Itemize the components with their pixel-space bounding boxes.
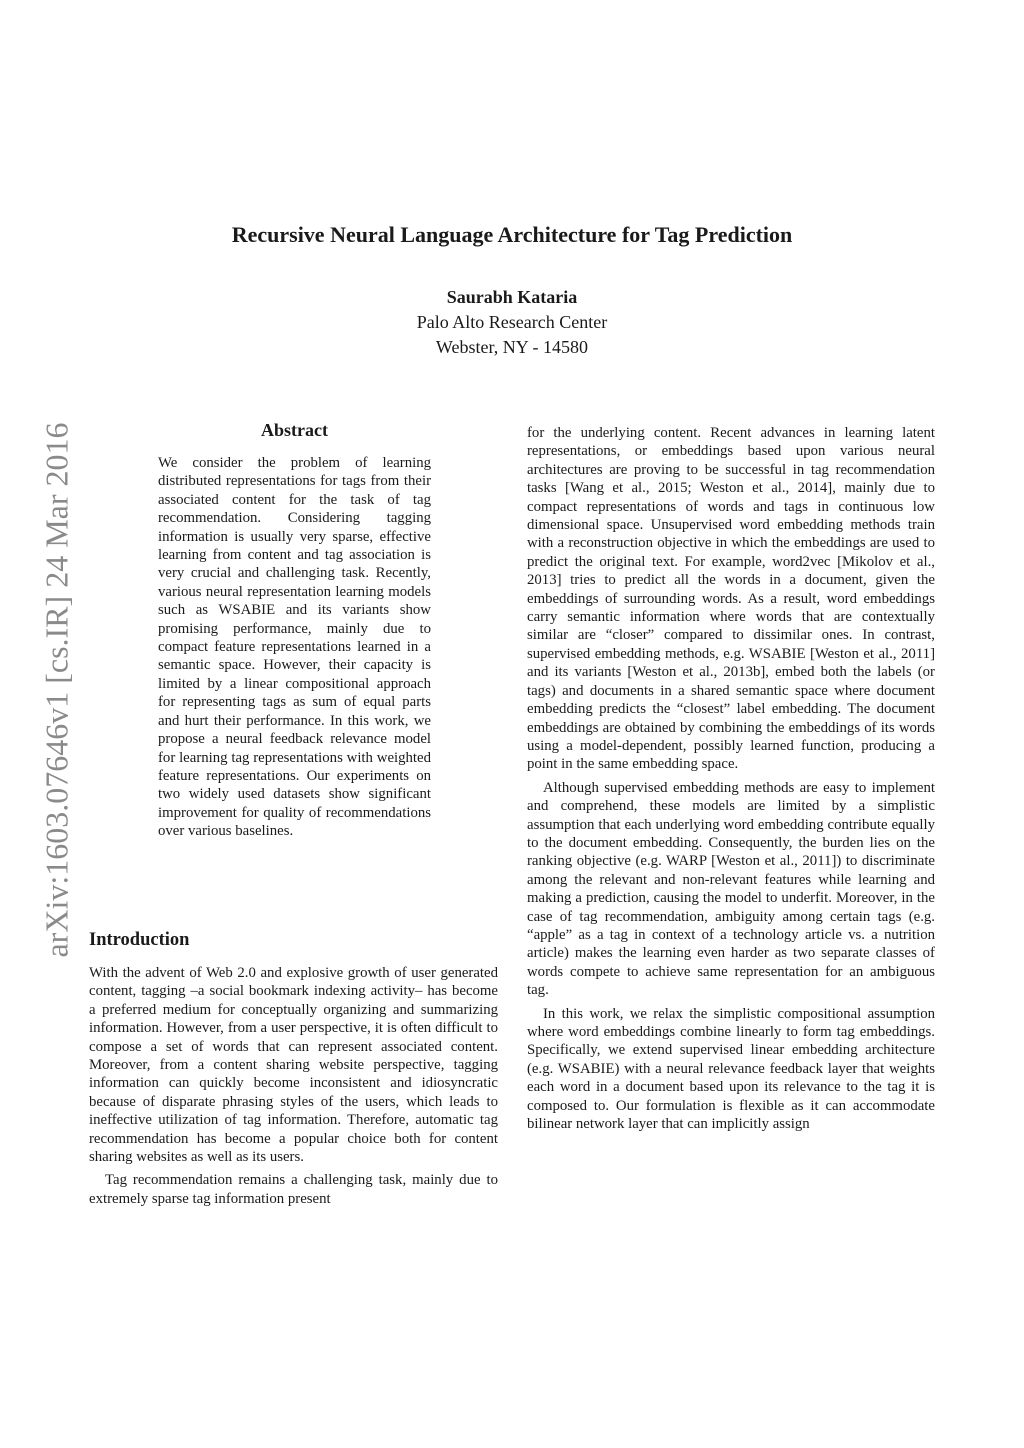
author-block	[0, 285, 1024, 360]
introduction-section	[89, 930, 498, 1208]
author-address: Webster, NY - 14580	[435, 337, 589, 357]
introduction-heading: Introduction	[89, 930, 190, 950]
intro-paragraph-1: With the advent of Web 2.0 and explosive growth of user generated content, tagging –a social bookmark indexing activity– has become a preferred medium for conceptually organizing and summarizing information. However, from a user perspective, it is often difficult to compose a set of words that can represent associated content. Moreover, from a content sharing website perspective, tagging information can quickly become inconsistent and idiosyncratic because of disparate phrasing styles of the users, which leads to ineffective utilization of tag information. Therefore, automatic tag recommendation has become a popular choice both for content sharing websites as well as its users.	[89, 965, 498, 1166]
right-column	[527, 424, 935, 1138]
author-affiliation: Palo Alto Research Center	[416, 312, 608, 332]
abstract-section	[158, 420, 431, 841]
abstract-heading: Abstract	[261, 420, 328, 440]
arxiv-stamp-text: arXiv:1603.07646v1 [cs.IR] 24 Mar 2016	[38, 422, 75, 958]
right-paragraph-2: Although supervised embedding methods are easy to implement and comprehend, these models are limited by a simplistic assumption that each underlying word embedding contribute equally to the document embedding. Consequently, the burden lies on the ranking objective (e.g. WARP [Weston et al., 2011]) to discriminate among the relevant and non-relevant features while learning and making a prediction, causing the model to underfit. Moreover, in the case of tag recommendation, ambiguity among certain tags (e.g. “apple” as a tag in context of a technology article vs. a nutrition article) makes the learning even harder as two separate classes of words compete to achieve same representation for an ambiguous tag.	[527, 779, 935, 999]
author-name: Saurabh Kataria	[446, 287, 578, 307]
intro-paragraph-2: Tag recommendation remains a challenging task, mainly due to extremely sparse tag information present	[89, 1172, 498, 1207]
right-paragraph-1: for the underlying content. Recent advances in learning latent representations, or embeddings based upon various neural architectures are proving to be successful in tag recommendation tasks [Wang et al., 2015; Weston et al., 2014], mainly due to compact representations of words and tags in continuous low dimensional space. Unsupervised word embedding methods train with a reconstruction objective in which the embeddings are used to predict the original text. For example, word2vec [Mikolov et al., 2013] tries to predict all the words in a document, given the embeddings of surrounding words. As a result, word embeddings carry semantic information where words that are contextually similar are “closer” compared to dissimilar ones. In contrast, supervised embedding methods, e.g. WSABIE [Weston et al., 2011] and its variants [Weston et al., 2013b], embed both the labels (or tags) and documents in a shared semantic space where document embedding predicts the “closest” label embedding. The document embeddings are obtained by combining the embeddings of its words using a model-dependent, possibly learned function, producing a point in the same embedding space.	[527, 425, 935, 773]
paper-title: Recursive Neural Language Architecture for Tag Prediction	[231, 222, 793, 247]
abstract-text: We consider the problem of learning distributed representations for tags from their associated content for the task of tag recommendation. Considering tagging information is usually very sparse, effective learning from content and tag association is very crucial and challenging task. Recently, various neural representation learning models such as WSABIE and its variants show promising performance, mainly due to compact feature representations learned in a semantic space. However, their capacity is limited by a linear compositional approach for representing tags as sum of equal parts and hurt their performance. In this work, we propose a neural feedback relevance model for learning tag representations with weighted feature representations. Our experiments on two widely used datasets show significant improvement for quality of recommendations over various baselines.	[158, 455, 431, 840]
right-paragraph-3: In this work, we relax the simplistic compositional assumption where word embeddings combine linearly to form tag embeddings. Specifically, we extend supervised linear embedding architecture (e.g. WSABIE) with a neural relevance feedback layer that weights each word in a document based upon its relevance to the tag it is composed to. Our formulation is flexible as it can accommodate bilinear network layer that can implicitly assign	[527, 1005, 935, 1133]
